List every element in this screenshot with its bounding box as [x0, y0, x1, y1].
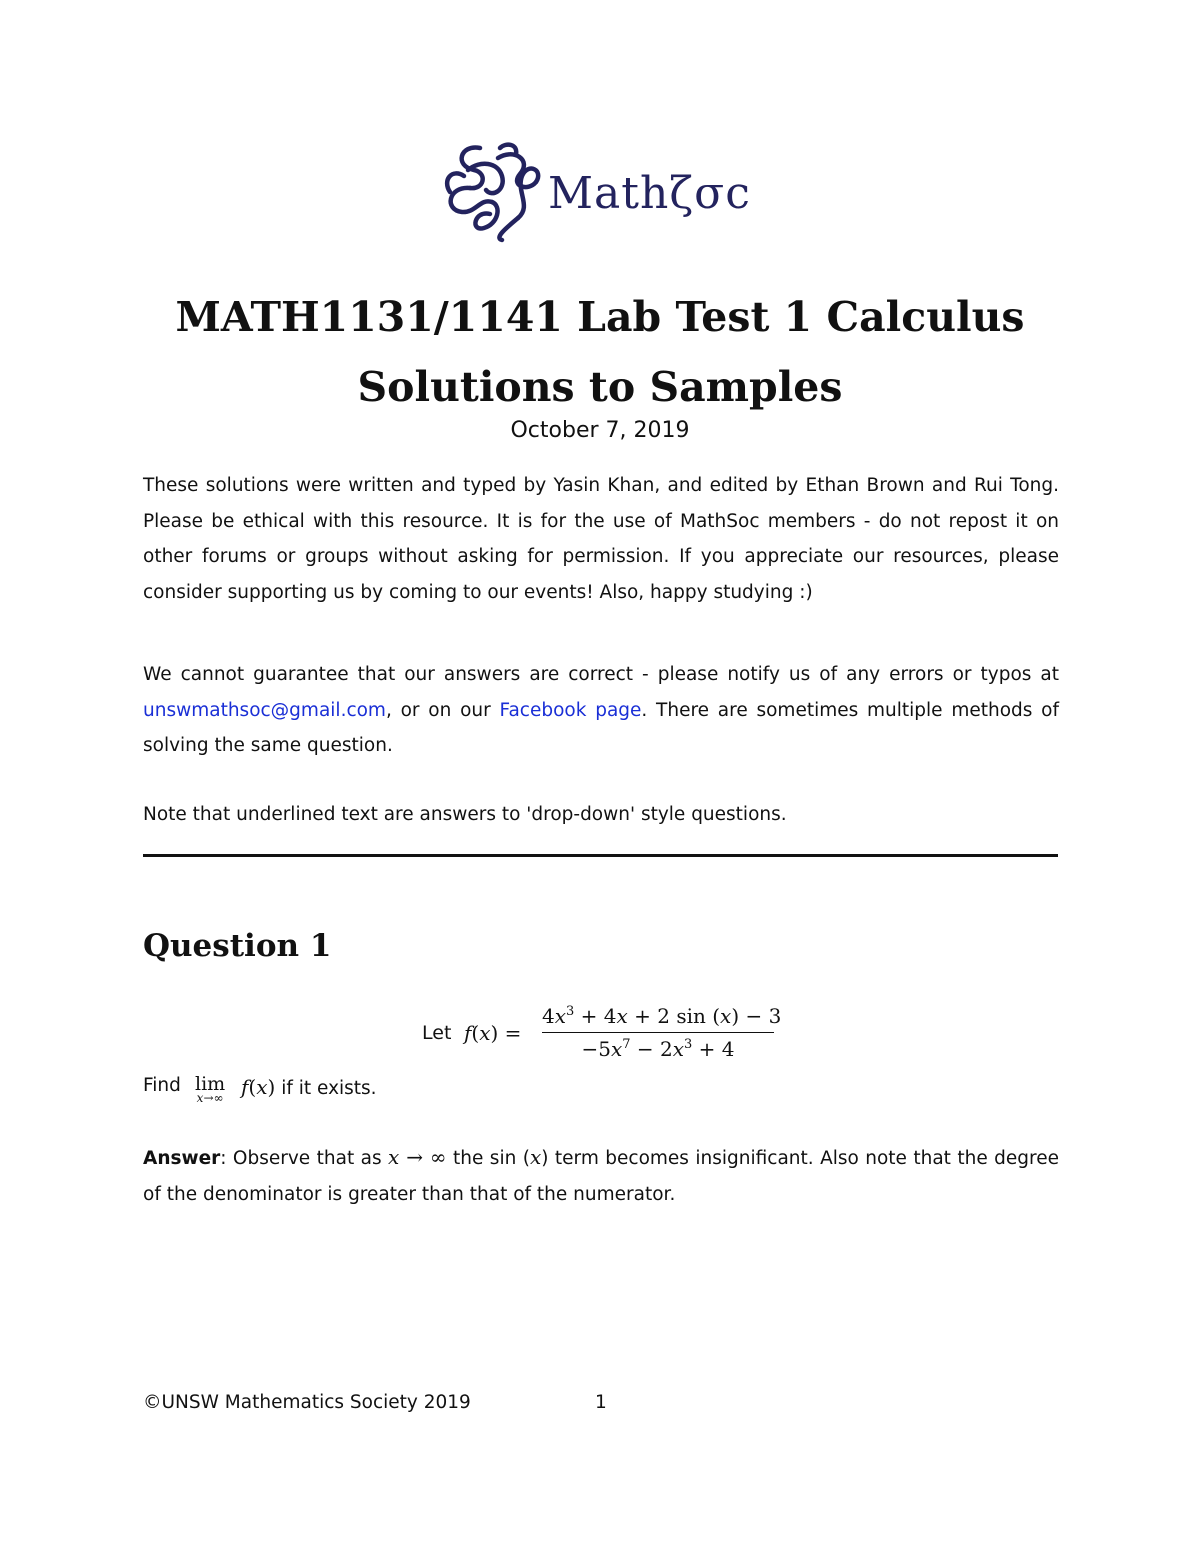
disclaimer-text-1: We cannot guarantee that our answers are correct - please notify us of any errors or typos at [143, 664, 1059, 685]
knot-emblem-icon [447, 145, 538, 240]
disclaimer-paragraph [143, 657, 1059, 764]
formula-fraction [542, 1004, 782, 1061]
logo-wordmark: Mathζσc [548, 168, 751, 219]
let-label: Let [422, 1022, 452, 1044]
answer-label: Answer [143, 1148, 221, 1169]
disclaimer-text-3: . There are sometimes multiple methods of solving the same question. [143, 699, 1059, 756]
function-definition [422, 1004, 782, 1064]
lim-word: lim [195, 1073, 226, 1095]
lim-subscript: x→∞ [196, 1091, 224, 1105]
find-limit-prompt [143, 1070, 543, 1116]
find-tail: f(x) if it exists. [241, 1075, 377, 1099]
horizontal-rule [143, 854, 1058, 857]
footer-copyright: ©UNSW Mathematics Society 2019 [143, 1392, 471, 1413]
answer-text-3: ) term becomes insignificant. Also note that the degree of the denominator is greater than that of the numerator. [143, 1148, 1059, 1205]
fraction-numerator: $4x^3 + 4x + 2$ sin (x) − 3 [542, 1004, 782, 1028]
limit-operator [195, 1073, 225, 1105]
find-word: Find [143, 1075, 181, 1096]
document-title: MATH1131/1141 Lab Test 1 Calculus [175, 293, 1025, 341]
answer-paragraph: Answer: Observe that as x → ∞ the sin (x) term becomes insignificant. Also note that the degree of the denominator is greater than that of the numerator. [143, 1145, 1059, 1205]
fraction-bar [542, 1032, 774, 1033]
email-link[interactable]: unswmathsoc@gmail.com [143, 699, 386, 721]
intro-paragraph: These solutions were written and typed by Yasin Khan, and edited by Ethan Brown and Rui Tong. Please be ethical with this resource. It is for the use of MathSoc members - do not repost it on other forums or groups without asking for permission. If you appreciate our resources, please consider supporting us by coming to our events! Also, happy studying :) [143, 475, 1059, 603]
answer-text-1: : Observe that as [220, 1148, 389, 1169]
find-tail-text: if it exists. [281, 1078, 377, 1099]
formula-lhs: f(x) = [464, 1021, 522, 1045]
answer-text-2: the sin ( [446, 1148, 530, 1169]
disclaimer-text-2: , or on our [385, 699, 500, 721]
page-number: 1 [595, 1392, 607, 1413]
document-subtitle: Solutions to Samples [357, 363, 843, 411]
note-paragraph: Note that underlined text are answers to 'drop-down' style questions. [143, 804, 787, 825]
fraction-denominator: $-5x^7 - 2x^3 + 4$ [581, 1037, 735, 1061]
facebook-link[interactable]: Facebook page [499, 699, 642, 721]
question-1-heading: Question 1 [143, 928, 332, 964]
document-date: October 7, 2019 [510, 418, 690, 443]
